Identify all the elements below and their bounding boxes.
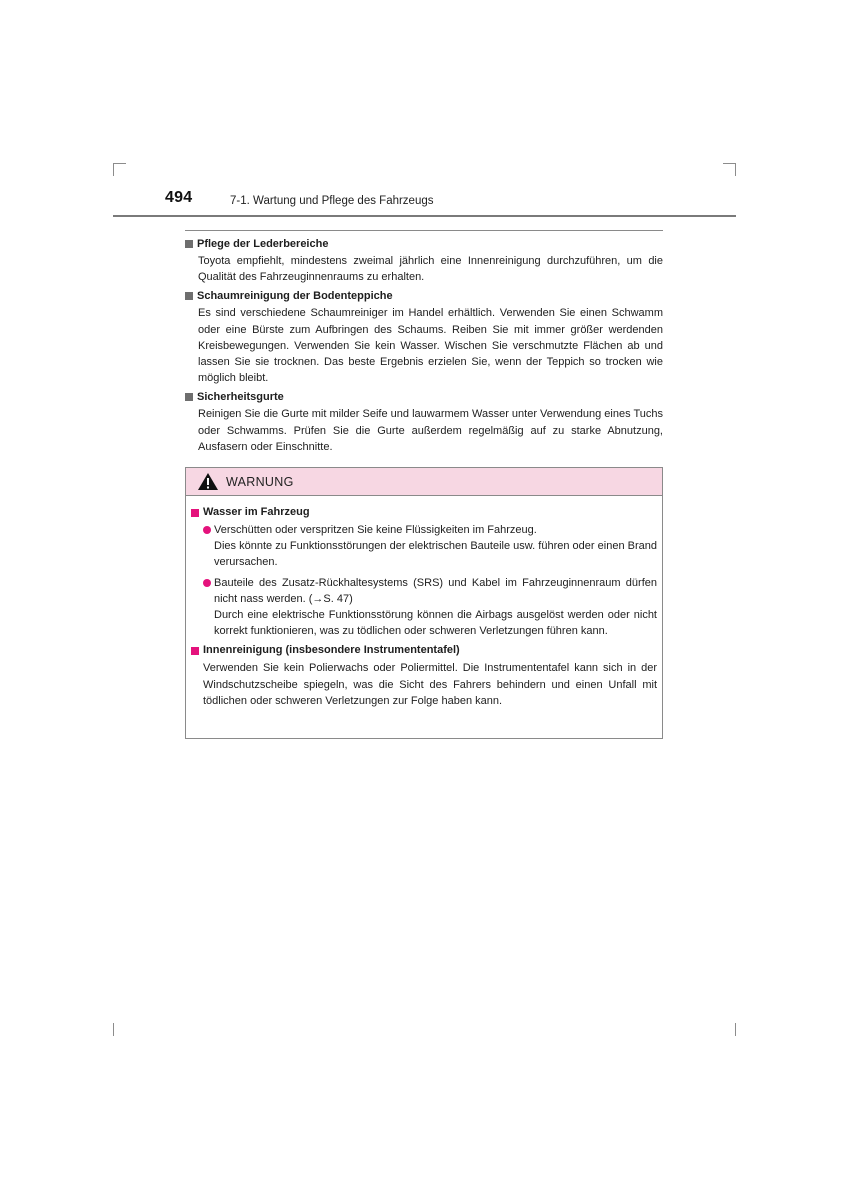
section-body: Reinigen Sie die Gurte mit milder Seife und lauwarmem Wasser unter Verwendung eines Tuchs oder Schwamms. Prüfen Sie die Gurte außerdem regelmäßig auf zu starke Abnutzung, Ausfasern oder Einschnitte. bbox=[198, 408, 663, 453]
section-seat-belts bbox=[185, 390, 663, 455]
square-bullet-icon bbox=[185, 393, 193, 401]
square-bullet-icon bbox=[185, 240, 193, 248]
bullet-text: Verschütten oder verspritzen Sie keine Flüssigkeiten im Fahrzeug. bbox=[214, 524, 537, 536]
warning-box bbox=[185, 467, 663, 739]
pink-square-bullet-icon bbox=[191, 647, 199, 655]
bullet-subtext: Dies könnte zu Funktionsstörungen der elektrischen Bauteile usw. führen oder einen Brand verursachen. bbox=[214, 540, 657, 569]
section-title: Sicherheitsgurte bbox=[197, 391, 284, 404]
section-body: Toyota empfiehlt, mindestens zweimal jährlich eine Innenreinigung durchzuführen, um die Qualität des Fahrzeuginnenraums zu erhalten. bbox=[198, 255, 663, 284]
warning-header bbox=[186, 468, 662, 496]
section-body: Es sind verschiedene Schaumreiniger im Handel erhältlich. Verwenden Sie einen Schwamm oder eine Bürste zum Aufbringen des Schaums. Reiben Sie mit immer größer werdenden Kreisbewegungen. Verwenden Sie kein Wasser. Wischen Sie verschmutzte Flächen ab und lassen Sie sie trocknen. Das beste Ergebnis erzielen Sie, wenn der Teppich so trocken wie möglich bleibt. bbox=[198, 307, 663, 385]
bullet-text: Bauteile des Zusatz-Rückhaltesystems (SRS) und Kabel im Fahrzeuginnenraum dürfen nicht nass werden. (→S. 47) bbox=[214, 576, 657, 605]
section-carpet-foam-cleaning bbox=[185, 289, 663, 386]
pink-dot-bullet-icon bbox=[203, 526, 211, 534]
main-content bbox=[185, 237, 663, 459]
warning-bullet bbox=[191, 575, 657, 640]
pink-dot-bullet-icon bbox=[203, 579, 211, 587]
warning-triangle-icon bbox=[197, 472, 219, 491]
warning-block-water bbox=[191, 505, 657, 639]
crop-mark-top-left-h bbox=[113, 163, 126, 164]
chapter-title: 7-1. Wartung und Pflege des Fahrzeugs bbox=[230, 195, 434, 207]
crop-mark-bottom-right-v bbox=[735, 1023, 736, 1036]
crop-mark-top-left-v bbox=[113, 163, 114, 176]
section-leather-care bbox=[185, 237, 663, 285]
crop-mark-bottom-left-v bbox=[113, 1023, 114, 1036]
warning-block-title: Wasser im Fahrzeug bbox=[203, 506, 310, 518]
square-bullet-icon bbox=[185, 292, 193, 300]
page-number: 494 bbox=[165, 189, 193, 206]
warning-body bbox=[186, 496, 662, 709]
warning-block-body: Verwenden Sie kein Polierwachs oder Poliermittel. Die Instrumententafel kann sich in der Windschutzscheibe spiegeln, was die Sicht des Fahrers behindern und einen Unfall mit tödlichen oder schweren Verletzungen zur Folge haben kann. bbox=[203, 662, 657, 707]
bullet-subtext: Durch eine elektrische Funktionsstörung können die Airbags ausgelöst werden oder nicht korrekt funktionieren, was zu tödlichen oder schweren Verletzungen führen kann. bbox=[214, 609, 657, 638]
warning-bullet bbox=[191, 522, 657, 571]
warning-block-interior-cleaning bbox=[191, 643, 657, 709]
warning-block-title: Innenreinigung (insbesondere Instrumententafel) bbox=[203, 644, 460, 657]
crop-mark-top-right-v bbox=[735, 163, 736, 176]
pink-square-bullet-icon bbox=[191, 509, 199, 517]
section-title: Schaumreinigung der Bodenteppiche bbox=[197, 290, 393, 303]
section-rule bbox=[185, 230, 663, 231]
header-rule bbox=[113, 215, 736, 217]
section-title: Pflege der Lederbereiche bbox=[197, 238, 329, 250]
warning-label: WARNUNG bbox=[226, 474, 294, 489]
